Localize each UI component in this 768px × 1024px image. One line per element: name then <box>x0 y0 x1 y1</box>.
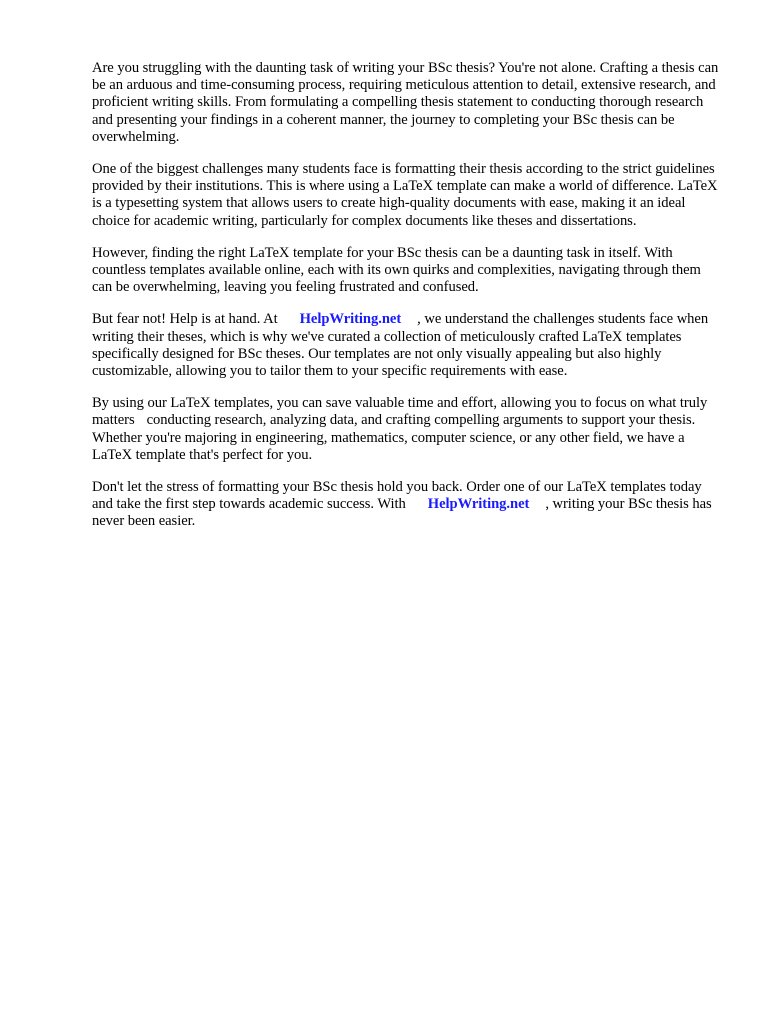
paragraph-template-search: However, finding the right LaTeX template for your BSc thesis can be a daunting task in itself. With countless templates available online, each with its own quirks and complexities, navigating through them can be overwhelming, leaving you feeling frustrated and confused. <box>92 244 701 296</box>
paragraph-help-text-after: , we understand the challenges students face when writing their theses, which is why we've curated a collection of meticulously crafted LaTeX templates specifically designed for BSc theses. Our templates are not only visually appealing but also highly customizable, allowing you to tailor them to your specific requirements with ease. <box>92 311 709 380</box>
document-body <box>92 60 724 546</box>
paragraph-help-text-before: But fear not! Help is at hand. At <box>92 311 278 328</box>
paragraph-benefits-text-before: By using our LaTeX templates, you can save valuable time and effort, allowing you to focus on what truly matters <box>92 395 708 429</box>
paragraph-benefits-text-after: conducting research, analyzing data, and crafting compelling arguments to support your thesis. Whether you're majoring in engineering, mathematics, computer science, or any other field, we have a LaTeX template that's perfect for you. <box>92 412 696 463</box>
helpwriting-link-2[interactable]: HelpWriting.net <box>427 496 530 513</box>
paragraph-cta-text-before: Don't let the stress of formatting your BSc thesis hold you back. Order one of our LaTeX templates today and take the first step towards academic success. With <box>92 479 702 513</box>
paragraph-cta-text-after: , writing your BSc thesis has never been easier. <box>92 496 712 530</box>
paragraph-benefits <box>92 395 724 464</box>
paragraph-call-to-action <box>92 479 724 531</box>
helpwriting-link[interactable]: HelpWriting.net <box>299 311 402 328</box>
paragraph-help <box>92 311 724 380</box>
paragraph-intro: Are you struggling with the daunting task of writing your BSc thesis? You're not alone. Crafting a thesis can be an arduous and time-consuming process, requiring meticulous attention to detail, extensive research, and proficient writing skills. From formulating a compelling thesis statement to conducting thorough research and presenting your findings in a coherent manner, the journey to completing your BSc thesis can be overwhelming. <box>92 60 719 145</box>
paragraph-formatting: One of the biggest challenges many students face is formatting their thesis according to the strict guidelines provided by their institutions. This is where using a LaTeX template can make a world of difference. LaTeX is a typesetting system that allows users to create high-quality documents with ease, making it an ideal choice for academic writing, particularly for complex documents like theses and dissertations. <box>92 161 718 229</box>
